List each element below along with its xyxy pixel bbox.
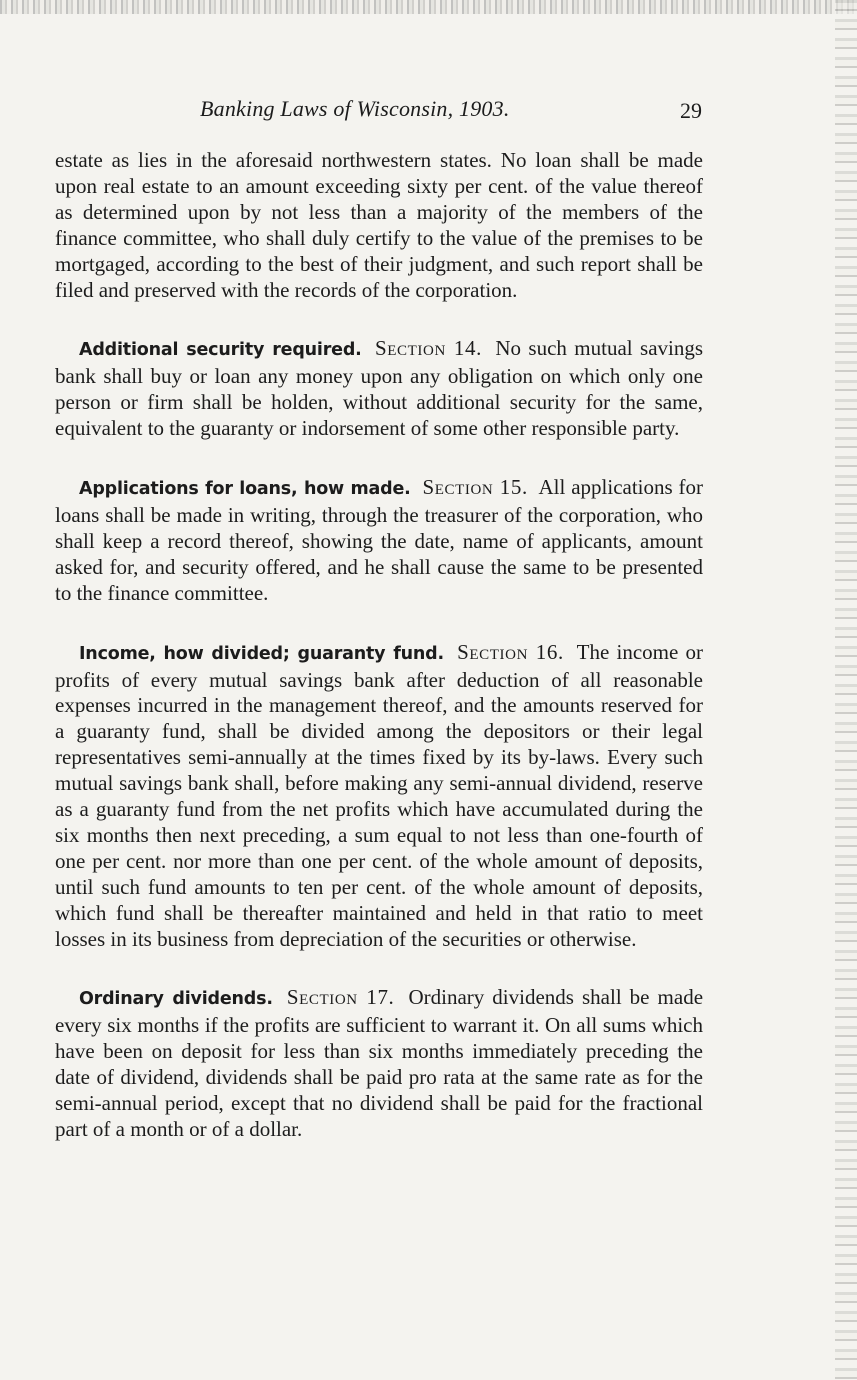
section-number: Section 14.	[375, 336, 482, 361]
page-number: 29	[680, 98, 702, 123]
paragraph-section-16	[55, 640, 703, 953]
paragraph-text: Ordinary dividends shall be made every six months if the profits are sufficient to warrant it. On all sums which have been on deposit for less than six months immediately preceding the date of dividend, dividends shall be paid pro rata at the same rate as for the semi-annual period, except that no dividend shall be paid for the fractional part of a month or of a dollar.	[55, 985, 704, 1141]
paragraph-text: The income or profits of every mutual savings bank after deduction of all reasonable expenses incurred in the management thereof, and the amounts reserved for a guaranty fund, shall be divided among the depositors or their legal representatives semi-annually at the times fixed by its by-laws. Every such mutual savings bank shall, before making any semi-annual dividend, reserve as a guaranty fund from the net profits which have accumulated during the six months then next preceding, a sum equal to not less than one-fourth of one per cent. nor more than one per cent. of the whole amount of deposits, until such fund amounts to ten per cent. of the whole amount of deposits, which fund shall be thereafter maintained and held in that ratio to meet losses in its business from depreciation of the securities or otherwise.	[55, 639, 704, 951]
paragraph-text: All applications for loans shall be made in writing, through the treasurer of the corporation, who shall keep a record thereof, showing the date, name of applicants, amount asked for, and security offered, and he shall cause the same to be presented to the finance committee.	[55, 475, 704, 605]
section-number: Section 17.	[286, 985, 395, 1010]
section-heading: Ordinary dividends.	[79, 989, 273, 1010]
page-top-edge	[0, 0, 857, 14]
page-right-edge	[835, 0, 857, 1380]
paragraph-section-15	[55, 475, 703, 607]
section-heading: Additional security required.	[79, 340, 362, 361]
paragraph-section-17	[55, 985, 703, 1142]
section-heading: Applications for loans, how made.	[79, 479, 411, 500]
section-number: Section 16.	[457, 639, 564, 664]
paragraph-text: estate as lies in the aforesaid northwestern states. No loan shall be made upon real estate to an amount exceeding sixty per cent. of the value thereof as determined upon by not less than a majority of the members of the finance committee, who shall duly certify to the value of the premises to be mortgaged, according to the best of their judgment, and such report shall be filed and preserved with the records of the corporation.	[55, 148, 703, 302]
paragraph-text: No such mutual savings bank shall buy or loan any money upon any obligation on which only one person or firm shall be holden, without additional security for the same, equivalent to the guaranty or indorsement of some other responsible party.	[55, 336, 704, 441]
body-text	[55, 148, 703, 1176]
section-heading: Income, how divided; guaranty fund.	[79, 643, 444, 664]
section-number: Section 15.	[422, 475, 528, 500]
paragraph-continuation	[55, 148, 703, 303]
running-head: Banking Laws of Wisconsin, 1903.	[200, 96, 510, 121]
paragraph-section-14	[55, 336, 703, 442]
